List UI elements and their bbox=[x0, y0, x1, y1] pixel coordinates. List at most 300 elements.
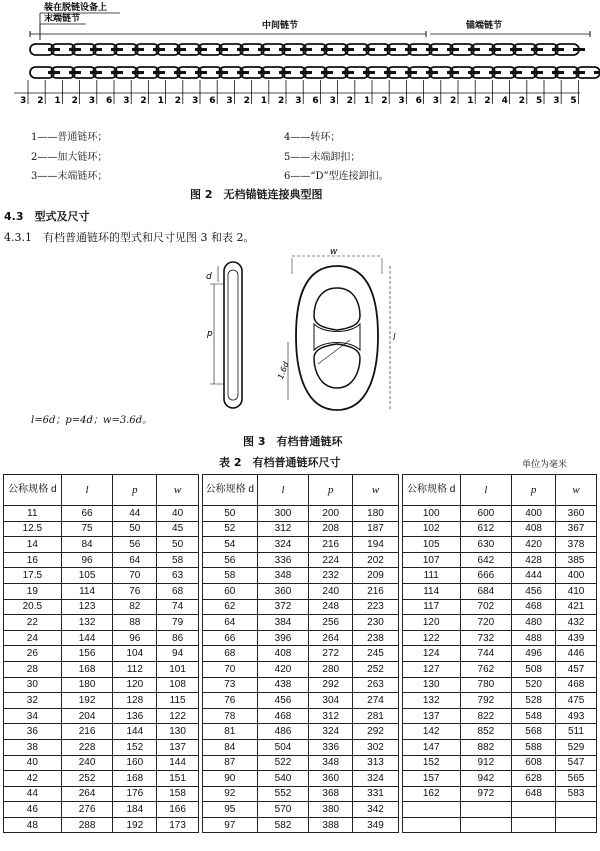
part-number-label: 3 bbox=[553, 96, 560, 106]
table-cell: 565 bbox=[556, 771, 597, 787]
table-cell: 156 bbox=[61, 646, 113, 662]
part-number-label: 3 bbox=[123, 96, 130, 106]
table-cell: 97 bbox=[202, 817, 257, 833]
legend-item-2: 2——加大链环； bbox=[31, 152, 108, 163]
table-row bbox=[4, 786, 597, 802]
table-cell: 70 bbox=[202, 661, 257, 677]
table-cell: 400 bbox=[556, 568, 597, 584]
table-cell: 22 bbox=[4, 615, 62, 631]
table-cell: 130 bbox=[402, 677, 460, 693]
table-cell: 100 bbox=[402, 506, 460, 522]
table-row bbox=[4, 615, 597, 631]
part-number-label: 2 bbox=[37, 96, 44, 106]
table-cell: 17.5 bbox=[4, 568, 62, 584]
part-number-label: 2 bbox=[243, 96, 250, 106]
figure-2-caption: 图 2 无档锚链连接典型图 bbox=[190, 188, 323, 201]
table-row bbox=[4, 646, 597, 662]
table-cell: 600 bbox=[460, 506, 512, 522]
col-header-p: p bbox=[113, 475, 157, 506]
table-row bbox=[4, 755, 597, 771]
table-row bbox=[4, 724, 597, 740]
table-cell: 216 bbox=[353, 583, 399, 599]
table-cell: 360 bbox=[309, 771, 353, 787]
table-cell: 162 bbox=[402, 786, 460, 802]
part-number-label: 6 bbox=[415, 96, 422, 106]
table-cell: 252 bbox=[353, 661, 399, 677]
table-cell: 264 bbox=[309, 630, 353, 646]
table-row bbox=[4, 568, 597, 584]
table-cell: 68 bbox=[202, 646, 257, 662]
table-cell: 360 bbox=[556, 506, 597, 522]
table-cell: 58 bbox=[157, 552, 199, 568]
table-cell: 144 bbox=[61, 630, 113, 646]
table-body bbox=[4, 506, 597, 833]
dimensions-table bbox=[3, 474, 597, 833]
table-cell: 504 bbox=[257, 739, 309, 755]
col-header-p: p bbox=[512, 475, 556, 506]
part-number-label: 3 bbox=[226, 96, 233, 106]
table-cell: 58 bbox=[202, 568, 257, 584]
dim-d-label: d bbox=[206, 272, 212, 282]
table-cell: 272 bbox=[309, 646, 353, 662]
table-cell: 107 bbox=[402, 552, 460, 568]
table-cell: 475 bbox=[556, 693, 597, 709]
part-number-label: 3 bbox=[192, 96, 199, 106]
table-cell: 486 bbox=[257, 724, 309, 740]
table-cell: 136 bbox=[113, 708, 157, 724]
legend-item-4: 4——转环； bbox=[284, 132, 341, 143]
table-cell: 187 bbox=[353, 521, 399, 537]
table-cell: 256 bbox=[309, 615, 353, 631]
table-cell: 385 bbox=[556, 552, 597, 568]
table-cell: 384 bbox=[257, 615, 309, 631]
table-cell: 223 bbox=[353, 599, 399, 615]
table-row bbox=[4, 537, 597, 553]
part-number-label: 6 bbox=[209, 96, 216, 106]
table-cell: 822 bbox=[460, 708, 512, 724]
table-cell: 168 bbox=[113, 771, 157, 787]
table-cell: 488 bbox=[512, 630, 556, 646]
legend-item-1: 1——普通链环； bbox=[31, 132, 108, 143]
table-cell: 20.5 bbox=[4, 599, 62, 615]
table-cell: 444 bbox=[512, 568, 556, 584]
dim-p-label: p bbox=[207, 329, 213, 339]
table-cell: 202 bbox=[353, 552, 399, 568]
table-cell: 122 bbox=[402, 630, 460, 646]
table-cell: 372 bbox=[257, 599, 309, 615]
table-cell: 216 bbox=[309, 537, 353, 553]
table-cell: 367 bbox=[556, 521, 597, 537]
table-cell: 522 bbox=[257, 755, 309, 771]
table-cell: 666 bbox=[460, 568, 512, 584]
table-cell: 194 bbox=[353, 537, 399, 553]
table-cell: 92 bbox=[202, 786, 257, 802]
table-cell: 245 bbox=[353, 646, 399, 662]
table-cell: 630 bbox=[460, 537, 512, 553]
table-cell: 428 bbox=[512, 552, 556, 568]
table-cell: 108 bbox=[157, 677, 199, 693]
chain-bottom-row bbox=[30, 67, 600, 78]
table-cell: 568 bbox=[512, 724, 556, 740]
table-cell: 588 bbox=[512, 739, 556, 755]
table-cell: 368 bbox=[309, 786, 353, 802]
table-2-title: 表 2 有档普通链环尺寸 bbox=[219, 456, 341, 469]
table-cell: 456 bbox=[512, 583, 556, 599]
table-cell: 288 bbox=[61, 817, 113, 833]
table-cell: 95 bbox=[202, 802, 257, 818]
table-cell: 48 bbox=[4, 817, 62, 833]
table-cell: 96 bbox=[113, 630, 157, 646]
table-cell: 84 bbox=[61, 537, 113, 553]
part-number-label: 5 bbox=[570, 96, 577, 106]
table-cell: 52 bbox=[202, 521, 257, 537]
table-cell bbox=[460, 802, 512, 818]
part-number-label: 1 bbox=[54, 96, 61, 106]
table-row bbox=[4, 677, 597, 693]
table-cell: 64 bbox=[113, 552, 157, 568]
part-number-label: 1 bbox=[467, 96, 474, 106]
table-cell: 582 bbox=[257, 817, 309, 833]
table-cell: 720 bbox=[460, 615, 512, 631]
table-cell bbox=[512, 802, 556, 818]
part-number-label: 3 bbox=[88, 96, 96, 106]
table-row bbox=[4, 552, 597, 568]
table-cell: 732 bbox=[460, 630, 512, 646]
table-cell: 142 bbox=[402, 724, 460, 740]
table-row bbox=[4, 708, 597, 724]
table-cell: 547 bbox=[556, 755, 597, 771]
part-number-label: 3 bbox=[295, 96, 302, 106]
table-cell: 160 bbox=[113, 755, 157, 771]
col-header-l: l bbox=[61, 475, 113, 506]
table-cell: 124 bbox=[402, 646, 460, 662]
col-header-p: p bbox=[309, 475, 353, 506]
table-cell: 50 bbox=[157, 537, 199, 553]
table-cell: 66 bbox=[202, 630, 257, 646]
table-cell: 158 bbox=[157, 786, 199, 802]
table-cell: 34 bbox=[4, 708, 62, 724]
table-cell: 209 bbox=[353, 568, 399, 584]
table-cell: 75 bbox=[61, 521, 113, 537]
table-cell: 274 bbox=[353, 693, 399, 709]
table-cell: 360 bbox=[257, 583, 309, 599]
table-header-row bbox=[4, 475, 597, 506]
table-cell: 702 bbox=[460, 599, 512, 615]
col-header-w: w bbox=[556, 475, 597, 506]
table-cell: 94 bbox=[157, 646, 199, 662]
table-row bbox=[4, 506, 597, 522]
table-cell: 115 bbox=[157, 693, 199, 709]
table-cell: 45 bbox=[157, 521, 199, 537]
table-cell: 81 bbox=[202, 724, 257, 740]
table-cell: 446 bbox=[556, 646, 597, 662]
table-cell: 248 bbox=[309, 599, 353, 615]
table-cell: 105 bbox=[402, 537, 460, 553]
table-cell: 147 bbox=[402, 739, 460, 755]
part-number-label: 2 bbox=[346, 96, 354, 106]
section-heading: 4.3 型式及尺寸 bbox=[4, 210, 90, 223]
table-cell bbox=[512, 817, 556, 833]
table-cell: 114 bbox=[61, 583, 113, 599]
table-cell: 130 bbox=[157, 724, 199, 740]
table-cell: 38 bbox=[4, 739, 62, 755]
table-cell bbox=[556, 802, 597, 818]
table-cell: 540 bbox=[257, 771, 309, 787]
table-row bbox=[4, 693, 597, 709]
table-cell: 66 bbox=[61, 506, 113, 522]
formula: l=6d；p=4d；w=3.6d。 bbox=[31, 415, 153, 426]
part-number-label: 6 bbox=[106, 96, 113, 106]
table-cell: 292 bbox=[309, 677, 353, 693]
table-cell: 90 bbox=[202, 771, 257, 787]
chain-top-row bbox=[30, 44, 585, 55]
part-number-label: 3 bbox=[432, 96, 440, 106]
table-cell: 612 bbox=[460, 521, 512, 537]
table-cell: 19 bbox=[4, 583, 62, 599]
table-cell: 468 bbox=[257, 708, 309, 724]
table-cell: 32 bbox=[4, 693, 62, 709]
table-cell: 380 bbox=[309, 802, 353, 818]
table-cell: 60 bbox=[202, 583, 257, 599]
chain-diagram bbox=[0, 0, 600, 115]
table-cell bbox=[402, 817, 460, 833]
table-cell: 166 bbox=[157, 802, 199, 818]
table-cell: 50 bbox=[113, 521, 157, 537]
table-cell: 63 bbox=[157, 568, 199, 584]
table-cell: 300 bbox=[257, 506, 309, 522]
table-cell: 87 bbox=[202, 755, 257, 771]
table-cell: 302 bbox=[353, 739, 399, 755]
part-number-label: 3 bbox=[20, 96, 27, 106]
table-cell: 520 bbox=[512, 677, 556, 693]
table-cell: 168 bbox=[61, 661, 113, 677]
table-cell: 12.5 bbox=[4, 521, 62, 537]
part-number-label: 3 bbox=[398, 96, 405, 106]
label-end-link: 末端链节 bbox=[44, 14, 81, 24]
table-cell: 238 bbox=[353, 630, 399, 646]
table-row bbox=[4, 817, 597, 833]
table-cell: 132 bbox=[402, 693, 460, 709]
col-header-w: w bbox=[157, 475, 199, 506]
table-cell: 529 bbox=[556, 739, 597, 755]
table-cell: 120 bbox=[402, 615, 460, 631]
table-cell: 56 bbox=[202, 552, 257, 568]
table-cell: 570 bbox=[257, 802, 309, 818]
table-cell: 132 bbox=[61, 615, 113, 631]
table-cell: 228 bbox=[61, 739, 113, 755]
part-number-label: 2 bbox=[174, 96, 182, 106]
legend-item-6: 6——“D”型连接卸扣。 bbox=[284, 171, 389, 182]
table-cell: 511 bbox=[556, 724, 597, 740]
table-row bbox=[4, 661, 597, 677]
link-drawing bbox=[200, 244, 400, 422]
table-cell: 439 bbox=[556, 630, 597, 646]
table-cell: 252 bbox=[61, 771, 113, 787]
table-cell: 396 bbox=[257, 630, 309, 646]
table-cell: 82 bbox=[113, 599, 157, 615]
table-cell: 642 bbox=[460, 552, 512, 568]
table-cell: 324 bbox=[257, 537, 309, 553]
table-cell: 173 bbox=[157, 817, 199, 833]
table-cell: 331 bbox=[353, 786, 399, 802]
part-number-label: 2 bbox=[518, 96, 526, 106]
dim-l-label: l bbox=[393, 333, 396, 343]
table-row bbox=[4, 630, 597, 646]
table-cell: 44 bbox=[113, 506, 157, 522]
table-cell: 74 bbox=[157, 599, 199, 615]
part-number-label: 3 bbox=[329, 96, 336, 106]
table-cell: 493 bbox=[556, 708, 597, 724]
table-cell: 468 bbox=[556, 677, 597, 693]
table-row bbox=[4, 521, 597, 537]
table-cell: 24 bbox=[4, 630, 62, 646]
table-cell: 313 bbox=[353, 755, 399, 771]
table-cell: 882 bbox=[460, 739, 512, 755]
table-cell: 40 bbox=[157, 506, 199, 522]
table-cell: 42 bbox=[4, 771, 62, 787]
table-cell: 96 bbox=[61, 552, 113, 568]
table-cell: 324 bbox=[309, 724, 353, 740]
table-cell: 420 bbox=[257, 661, 309, 677]
table-cell bbox=[460, 817, 512, 833]
table-cell: 144 bbox=[113, 724, 157, 740]
table-cell: 408 bbox=[512, 521, 556, 537]
table-cell: 224 bbox=[309, 552, 353, 568]
table-cell: 281 bbox=[353, 708, 399, 724]
part-number-label: 1 bbox=[364, 96, 371, 106]
col-header-d: 公称规格 d bbox=[4, 475, 62, 506]
table-cell: 128 bbox=[113, 693, 157, 709]
table-cell: 120 bbox=[113, 677, 157, 693]
table-cell: 137 bbox=[157, 739, 199, 755]
table-cell: 528 bbox=[512, 693, 556, 709]
table-cell: 304 bbox=[309, 693, 353, 709]
table-cell: 64 bbox=[202, 615, 257, 631]
table-cell: 127 bbox=[402, 661, 460, 677]
table-cell: 744 bbox=[460, 646, 512, 662]
table-cell: 180 bbox=[353, 506, 399, 522]
part-number-label: 2 bbox=[450, 96, 457, 106]
table-cell: 280 bbox=[309, 661, 353, 677]
table-cell: 232 bbox=[309, 568, 353, 584]
table-cell: 468 bbox=[512, 599, 556, 615]
table-cell: 70 bbox=[113, 568, 157, 584]
table-cell: 122 bbox=[157, 708, 199, 724]
table-cell: 312 bbox=[309, 708, 353, 724]
table-cell: 56 bbox=[113, 537, 157, 553]
table-cell: 420 bbox=[512, 537, 556, 553]
table-cell: 180 bbox=[61, 677, 113, 693]
part-number-label: 1 bbox=[260, 96, 268, 106]
table-cell: 583 bbox=[556, 786, 597, 802]
table-cell: 28 bbox=[4, 661, 62, 677]
table-cell: 200 bbox=[309, 506, 353, 522]
table-cell: 101 bbox=[157, 661, 199, 677]
table-cell: 480 bbox=[512, 615, 556, 631]
table-cell: 78 bbox=[202, 708, 257, 724]
table-row bbox=[4, 739, 597, 755]
table-cell: 628 bbox=[512, 771, 556, 787]
table-cell: 336 bbox=[257, 552, 309, 568]
table-cell: 438 bbox=[257, 677, 309, 693]
table-cell: 852 bbox=[460, 724, 512, 740]
part-number-label: 2 bbox=[140, 96, 147, 106]
part-number-label: 2 bbox=[484, 96, 491, 106]
table-cell: 88 bbox=[113, 615, 157, 631]
table-cell: 192 bbox=[61, 693, 113, 709]
table-cell: 508 bbox=[512, 661, 556, 677]
table-cell: 76 bbox=[113, 583, 157, 599]
table-cell: 144 bbox=[157, 755, 199, 771]
table-cell: 86 bbox=[157, 630, 199, 646]
table-cell bbox=[402, 802, 460, 818]
table-cell: 942 bbox=[460, 771, 512, 787]
table-cell: 102 bbox=[402, 521, 460, 537]
table-cell: 36 bbox=[4, 724, 62, 740]
table-cell: 44 bbox=[4, 786, 62, 802]
table-cell: 16 bbox=[4, 552, 62, 568]
table-cell: 421 bbox=[556, 599, 597, 615]
table-cell: 114 bbox=[402, 583, 460, 599]
table-cell: 342 bbox=[353, 802, 399, 818]
unit-label: 单位为毫米 bbox=[522, 460, 568, 470]
table-row bbox=[4, 599, 597, 615]
table-cell: 104 bbox=[113, 646, 157, 662]
dim-16d-label: 1.6d bbox=[276, 360, 291, 381]
table-cell: 378 bbox=[556, 537, 597, 553]
table-cell: 46 bbox=[4, 802, 62, 818]
label-middle-link: 中间链节 bbox=[262, 21, 299, 31]
table-cell: 62 bbox=[202, 599, 257, 615]
table-cell: 312 bbox=[257, 521, 309, 537]
table-cell: 264 bbox=[61, 786, 113, 802]
table-cell: 14 bbox=[4, 537, 62, 553]
part-number-label: 6 bbox=[312, 96, 319, 106]
table-cell: 912 bbox=[460, 755, 512, 771]
table-cell: 112 bbox=[113, 661, 157, 677]
table-cell: 230 bbox=[353, 615, 399, 631]
table-cell: 348 bbox=[309, 755, 353, 771]
table-cell: 137 bbox=[402, 708, 460, 724]
table-cell: 456 bbox=[257, 693, 309, 709]
table-cell: 68 bbox=[157, 583, 199, 599]
table-cell: 548 bbox=[512, 708, 556, 724]
table-cell bbox=[556, 817, 597, 833]
table-cell: 105 bbox=[61, 568, 113, 584]
table-cell: 608 bbox=[512, 755, 556, 771]
label-anchor-link: 锚端链节 bbox=[466, 21, 503, 31]
part-number-label: 5 bbox=[536, 96, 543, 106]
table-cell: 240 bbox=[61, 755, 113, 771]
legend-item-3: 3——末端链环； bbox=[31, 171, 108, 182]
part-number-label: 2 bbox=[71, 96, 78, 106]
table-row bbox=[4, 802, 597, 818]
table-cell: 76 bbox=[202, 693, 257, 709]
part-number-label: 2 bbox=[381, 96, 388, 106]
legend-item-5: 5——末端卸扣； bbox=[284, 152, 361, 163]
table-cell: 457 bbox=[556, 661, 597, 677]
table-cell: 192 bbox=[113, 817, 157, 833]
table-cell: 152 bbox=[402, 755, 460, 771]
col-header-w: w bbox=[353, 475, 399, 506]
table-cell: 11 bbox=[4, 506, 62, 522]
dim-w-label: w bbox=[330, 247, 338, 257]
table-cell: 648 bbox=[512, 786, 556, 802]
table-cell: 972 bbox=[460, 786, 512, 802]
table-cell: 152 bbox=[113, 739, 157, 755]
part-number-label: 4 bbox=[501, 96, 508, 106]
table-cell: 204 bbox=[61, 708, 113, 724]
